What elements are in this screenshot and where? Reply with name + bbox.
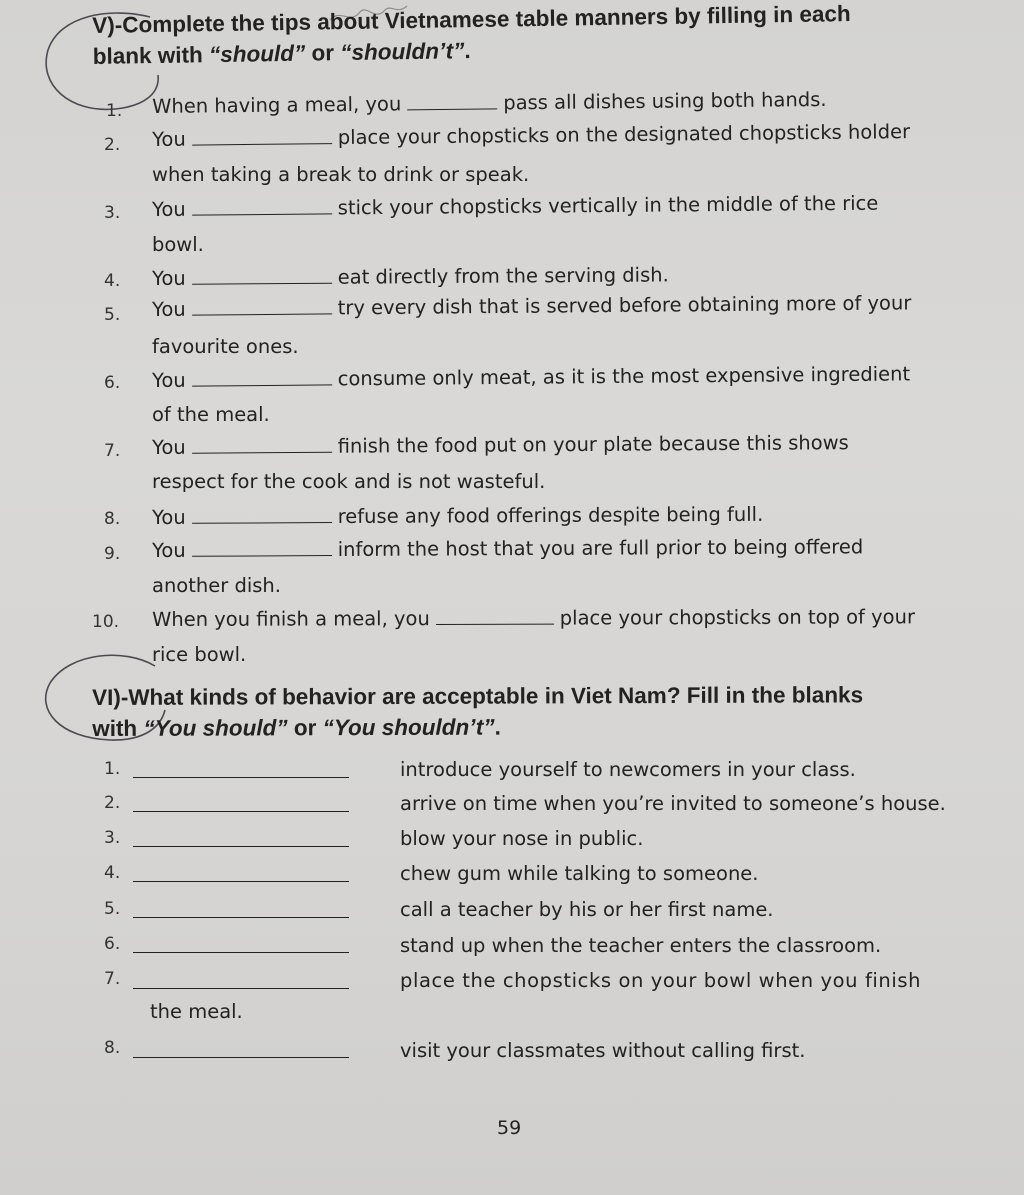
answer-blank[interactable] [192,434,332,454]
item-text: place the chopsticks on your bowl when you finish [400,969,922,992]
item-continuation: the meal. [150,1000,243,1023]
item-continuation: of the meal. [152,403,270,426]
item-continuation: when taking a break to drink or speak. [152,163,530,186]
item-continuation: another dish. [152,574,281,597]
item-number: 8. [104,1038,121,1058]
answer-blank[interactable] [133,846,349,847]
item-number: 9. [104,544,121,564]
page-number: 59 [497,1117,522,1139]
item-text: You stick your chopsticks vertically in the middle of the rice [152,191,879,221]
item-text: You consume only meat, as it is the most expensive ingredient [152,362,911,392]
item-text: stand up when the teacher enters the classroom. [400,934,882,957]
item-number: 5. [104,305,121,325]
section-vi-heading-line2: with “You should” or “You shouldn’t”. [92,714,501,741]
answer-blank[interactable] [192,125,332,145]
item-number: 3. [104,828,121,848]
answer-blank[interactable] [133,1057,349,1058]
item-number: 1. [104,759,121,779]
item-number: 7. [104,441,121,461]
answer-blank[interactable] [133,952,349,953]
item-text: call a teacher by his or her first name. [400,898,774,921]
item-text: introduce yourself to newcomers in your class. [400,758,856,781]
item-number: 7. [104,969,121,989]
answer-blank[interactable] [436,606,554,625]
item-text: You place your chopsticks on the designated chopsticks holder [152,120,911,151]
item-number: 4. [104,863,121,883]
answer-blank[interactable] [133,881,349,882]
item-text: You eat directly from the serving dish. [152,263,669,290]
answer-blank[interactable] [133,917,349,918]
item-text: You finish the food put on your plate because this shows [152,431,849,459]
item-text: You inform the host that you are full prior to being offered [152,535,864,562]
item-text: You refuse any food offerings despite being full. [152,502,764,529]
item-text: When you finish a meal, you place your chopsticks on top of your [152,605,915,631]
item-continuation: respect for the cook and is not wasteful. [152,470,546,493]
item-text: visit your classmates without calling first. [400,1039,806,1062]
answer-blank[interactable] [133,777,349,778]
answer-blank[interactable] [192,366,332,386]
answer-blank[interactable] [192,295,332,315]
item-number: 2. [104,135,121,155]
item-continuation: rice bowl. [152,643,247,666]
section-vi-heading-line1: VI)-What kinds of behavior are acceptable in Viet Nam? Fill in the blanks [92,682,864,710]
item-number: 3. [104,203,121,223]
item-number: 10. [92,612,120,632]
section-v-heading-line1: V)-Complete the tips about Vietnamese table manners by filling in each [92,1,851,38]
item-continuation: bowl. [152,233,204,256]
item-continuation: favourite ones. [152,335,299,358]
answer-blank[interactable] [192,195,332,215]
section-v-heading-line2: blank with “should” or “shouldn’t”. [92,38,471,69]
answer-blank[interactable] [133,988,349,989]
answer-blank[interactable] [192,504,332,524]
item-number: 8. [104,509,121,529]
item-text: chew gum while talking to someone. [400,862,759,885]
item-number: 6. [104,934,121,954]
item-number: 2. [104,793,121,813]
answer-blank[interactable] [192,265,332,285]
item-text: blow your nose in public. [400,827,644,850]
answer-blank[interactable] [133,811,349,812]
answer-blank[interactable] [407,90,497,110]
item-number: 6. [104,373,121,393]
item-number: 4. [104,271,121,291]
section-vi-heading [92,679,863,744]
item-text: arrive on time when you’re invited to someone’s house. [400,792,946,815]
item-text: When having a meal, you pass all dishes using both hands. [152,87,827,118]
item-number: 1. [106,101,123,121]
section-v-heading [92,0,851,72]
item-text: You try every dish that is served before obtaining more of your [152,291,912,321]
answer-blank[interactable] [192,537,332,557]
item-number: 5. [104,899,121,919]
